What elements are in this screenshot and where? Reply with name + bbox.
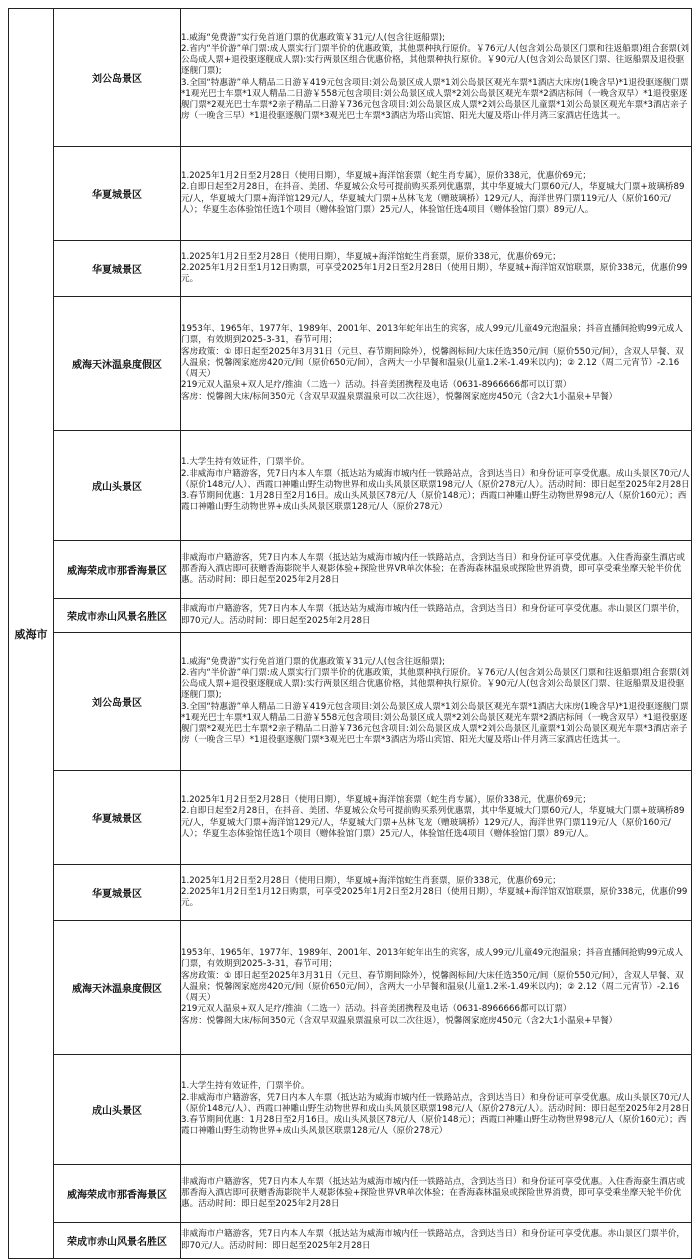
table-row	[9, 297, 692, 431]
discount-line: 2.非威海市户籍游客，凭7日内本人车票（抵达站为威海市城内任一铁路站点，含到达当日）和身份证可享受优惠。成山头景区70元/人（原价148元/人）、西霞口神雕山野生动物世界和成山头风景区联票198元/人（原价278元/人）。活动时间：即日起至2025年2月28日	[181, 468, 690, 490]
area-name-cell: 刘公岛景区	[54, 633, 181, 771]
discount-line: 1.威海“免费游”实行免首道门票的优惠政策￥31元/人(包含往返船票);	[181, 32, 445, 43]
discount-line: 1.2025年1月2日至2月28日（使用日期），华夏城+海洋馆蛇生肖套票，原价338元，优惠价69元；	[181, 251, 561, 262]
table-row	[9, 241, 692, 297]
table-row	[9, 147, 692, 241]
area-name-cell: 成山头景区	[54, 431, 181, 541]
table-row	[9, 771, 692, 865]
area-name-cell: 威海荣成市那香海景区	[54, 1165, 181, 1223]
discount-line: 1.威海“免费游”实行免首道门票的优惠政策￥31元/人(包含往返船票);	[181, 656, 445, 667]
area-name-cell: 荣成市赤山风景名胜区	[54, 1223, 181, 1259]
discount-description-cell	[181, 9, 692, 147]
table-row	[9, 599, 692, 633]
discount-description-cell	[181, 1055, 692, 1165]
discount-line: 1.2025年1月2日至2月28日（使用日期），华夏城+海洋馆套票（蛇生肖专属），原价338元，优惠价69元；	[181, 795, 591, 806]
area-name-cell: 华夏城景区	[54, 865, 181, 921]
area-name-cell: 威海天沐温泉度假区	[54, 921, 181, 1055]
area-name-cell: 华夏城景区	[54, 241, 181, 297]
discount-table	[8, 8, 692, 1259]
table-row	[9, 921, 692, 1055]
discount-line: 3.春节期间优惠：1月28日至2月16日。成山头风景区78元/人（原价148元）；西霞口神雕山野生动物世界98元/人（原价160元）；西霞口神雕山野生动物世界+成山头风景区联票128元/人（原价278元）	[181, 1115, 687, 1137]
discount-line: 3.春节期间优惠：1月28日至2月16日。成山头风景区78元/人（原价148元）；西霞口神雕山野生动物世界98元/人（原价160元）；西霞口神雕山野生动物世界+成山头风景区联票128元/人（原价278元）	[181, 491, 687, 513]
discount-description-cell	[181, 1165, 692, 1223]
area-name-cell: 威海天沐温泉度假区	[54, 297, 181, 431]
discount-line: 2.自即日起至2月28日，在抖音、美团、华夏城公众号可提前购买系列优惠票，其中华夏城大门票60元/人，华夏城大门票+玻璃桥89元/人，华夏城大门票+海洋馆129元/人，华夏城大门票+丛林飞龙（赠玻璃桥）129元/人，海洋世界门票119元/人（原价160元/人）；华夏生态体验馆任选1个项目（赠体验馆门票）25元/人，体验馆任选4项目（赠体验馆门票）89元/人。	[181, 182, 685, 215]
area-name-cell: 成山头景区	[54, 1055, 181, 1165]
discount-line: 1.大学生持有效证件，门票半价。	[181, 457, 310, 468]
discount-line: 1.大学生持有效证件，门票半价。	[181, 1081, 310, 1092]
table-row	[9, 633, 692, 771]
discount-description-cell	[181, 633, 692, 771]
discount-line: 2.2025年1月2日至1月12日购票，可享受2025年1月2日至2月28日（使用日期），华夏城+海洋馆双馆联票，原价338元，优惠价99元。	[181, 886, 688, 909]
discount-line: 2.自即日起至2月28日，在抖音、美团、华夏城公众号可提前购买系列优惠票，其中华夏城大门票60元/人，华夏城大门票+玻璃桥89元/人，华夏城大门票+海洋馆129元/人，华夏城大门票+丛林飞龙（赠玻璃桥）129元/人，海洋世界门票119元/人（原价160元/人）；华夏生态体验馆任选1个项目（赠体验馆门票）25元/人，体验馆任选4项目（赠体验馆门票）89元/人。	[181, 806, 685, 839]
discount-line: 219元双人温泉+双人足疗/推油（二选一）活动。抖音美团携程及电话（0631-8966666都可以订票）	[181, 1004, 572, 1015]
table-row	[9, 431, 692, 541]
discount-line: 非威海市户籍游客，凭7日内本人车票（抵达站为威海市城内任一铁路站点，含到达当日）和身份证可享受优惠。入住香海豪生酒店或那香海入酒店即可获赠香海影院半人观影体验+探险世界VR单次体验；在香海森林温泉或探险世界消费，即可享受乘坐摩天轮半价优惠。活动时间：即日起至2025年2月28日	[181, 552, 685, 586]
area-name-cell: 华夏城景区	[54, 147, 181, 241]
discount-table-body	[9, 9, 692, 1259]
discount-line: 客房政策：① 即日起至2025年3月31日（元旦、春节期间除外），悦馨阁标间/大床任选350元/间（原价550元/间），含双人早餐、双人温泉；悦馨阁家庭房420元/间（原价650元/间），含两大一小早餐和温泉(儿童1.2米-1.49米以内)；② 2.12（周二元宵节）-2.16（周天）	[181, 346, 684, 380]
discount-line: 2.非威海市户籍游客，凭7日内本人车票（抵达站为威海市城内任一铁路站点，含到达当日）和身份证可享受优惠。成山头景区70元/人（原价148元/人）、西霞口神雕山野生动物世界和成山头风景区联票198元/人（原价278元/人）。活动时间：即日起至2025年2月28日	[181, 1092, 690, 1114]
discount-line: 2.省内“半价游”单门票:成人票实行门票半价的优惠政策，其他票种执行原价。￥76元/人(包含刘公岛景区门票和往返船票)组合套票(刘公岛成人票+退役驱逐舰成人票):实行两景区组合优惠价格，其他票种执行原价。￥90元/人(包含刘公岛景区门票、往返船票及退役驱逐舰门票);	[181, 43, 689, 77]
discount-line: 1.2025年1月2日至2月28日（使用日期），华夏城+海洋馆套票（蛇生肖专属），原价338元，优惠价69元；	[181, 171, 591, 182]
discount-line: 1953年、1965年、1977年、1989年、2001年、2013年蛇年出生的宾客，成人99元/儿童49元泡温泉；抖音直播间抢购99元成人门票，有效期到2025-3-31，春节可用；	[181, 324, 684, 346]
area-name-cell: 华夏城景区	[54, 771, 181, 865]
area-name-cell: 刘公岛景区	[54, 9, 181, 147]
discount-description-cell	[181, 297, 692, 431]
discount-line: 非威海市户籍游客，凭7日内本人车票（抵达站为威海市城内任一铁路站点，含到达当日）和身份证可享受优惠。赤山景区门票半价，即70元/人。活动时间：即日起至2025年2月28日	[181, 604, 685, 626]
discount-line: 2.省内“半价游”单门票:成人票实行门票半价的优惠政策，其他票种执行原价。￥76元/人(包含刘公岛景区门票和往返船票)组合套票(刘公岛成人票+退役驱逐舰成人票):实行两景区组合优惠价格，其他票种执行原价。￥90元/人(包含刘公岛景区门票、往返船票及退役驱逐舰门票);	[181, 667, 689, 701]
city-cell: 威海市	[9, 9, 54, 1259]
table-row	[9, 865, 692, 921]
discount-line: 219元双人温泉+双人足疗/推油（二选一）活动。抖音美团携程及电话（0631-8966666都可以订票）	[181, 380, 572, 391]
discount-line: 客房政策：① 即日起至2025年3月31日（元旦、春节期间除外），悦馨阁标间/大床任选350元/间（原价550元/间），含双人早餐、双人温泉；悦馨阁家庭房420元/间（原价650元/间），含两大一小早餐和温泉(儿童1.2米-1.49米以内)；② 2.12（周二元宵节）-2.16（周天）	[181, 970, 684, 1004]
discount-description-cell	[181, 771, 692, 865]
discount-line: 1.2025年1月2日至2月28日（使用日期），华夏城+海洋馆蛇生肖套票，原价338元，优惠价69元；	[181, 875, 561, 886]
discount-line: 3.全国“特惠游”单人精品二日游￥419元包含项目:刘公岛景区成人票*1刘公岛景区观光车票*1酒店大床房(1晚含早)*1退役驱逐舰门票*1观光巴士车票*1双人精品二日游￥558元包含项目:刘公岛景区成人票*2刘公岛景区观光车票*2酒店标间（一晚含双早）*1退役驱逐舰门票*2观光巴士车票*2亲子精品二日游￥736元包含项目:刘公岛景区成人票*2刘公岛景区儿童票*1刘公岛景区观光车票*3酒店亲子房（一晚含三早）*1退役驱逐舰门票*3观光巴士车票*3酒店为塔山宾馆、阳光大厦及塔山·伴月湾三家酒店任选其一。	[181, 701, 689, 746]
area-name-cell: 荣成市赤山风景名胜区	[54, 599, 181, 633]
discount-description-cell	[181, 865, 692, 921]
area-name-cell: 威海荣成市那香海景区	[54, 541, 181, 599]
discount-line: 非威海市户籍游客，凭7日内本人车票（抵达站为威海市城内任一铁路站点，含到达当日）和身份证可享受优惠。赤山景区门票半价，即70元/人。活动时间：即日起至2025年2月28日	[181, 1229, 685, 1251]
discount-line: 3.全国“特惠游”单人精品二日游￥419元包含项目:刘公岛景区成人票*1刘公岛景区观光车票*1酒店大床房(1晚含早)*1退役驱逐舰门票*1观光巴士车票*1双人精品二日游￥558元包含项目:刘公岛景区成人票*2刘公岛景区观光车票*2酒店标间（一晚含双早）*1退役驱逐舰门票*2观光巴士车票*2亲子精品二日游￥736元包含项目:刘公岛景区成人票*2刘公岛景区儿童票*1刘公岛景区观光车票*3酒店亲子房（一晚含三早）*1退役驱逐舰门票*3观光巴士车票*3酒店为塔山宾馆、阳光大厦及塔山·伴月湾三家酒店任选其一。	[181, 77, 689, 122]
discount-line: 1953年、1965年、1977年、1989年、2001年、2013年蛇年出生的宾客，成人99元/儿童49元泡温泉；抖音直播间抢购99元成人门票，有效期到2025-3-31，春节可用；	[181, 948, 684, 970]
table-row	[9, 9, 692, 147]
discount-description-cell	[181, 921, 692, 1055]
discount-description-cell	[181, 241, 692, 297]
table-row	[9, 541, 692, 599]
discount-description-cell	[181, 1223, 692, 1259]
discount-description-cell	[181, 541, 692, 599]
table-row	[9, 1165, 692, 1223]
discount-description-cell	[181, 431, 692, 541]
discount-line: 非威海市户籍游客，凭7日内本人车票（抵达站为威海市城内任一铁路站点，含到达当日）和身份证可享受优惠。入住香海豪生酒店或那香海入酒店即可获赠香海影院半人观影体验+探险世界VR单次体验；在香海森林温泉或探险世界消费，即可享受乘坐摩天轮半价优惠。活动时间：即日起至2025年2月28日	[181, 1176, 685, 1210]
discount-line: 2.2025年1月2日至1月12日购票，可享受2025年1月2日至2月28日（使用日期），华夏城+海洋馆双馆联票，原价338元，优惠价99元。	[181, 262, 688, 285]
table-row	[9, 1055, 692, 1165]
discount-line: 客房：悦馨阁大床/标间350元（含双早双温泉票温泉可以二次往返），悦馨阁家庭房450元（含2大1小温泉+早餐）	[181, 391, 618, 402]
discount-description-cell	[181, 599, 692, 633]
table-row	[9, 1223, 692, 1259]
discount-description-cell	[181, 147, 692, 241]
discount-line: 客房：悦馨阁大床/标间350元（含双早双温泉票温泉可以二次往返），悦馨阁家庭房450元（含2大1小温泉+早餐）	[181, 1015, 618, 1026]
